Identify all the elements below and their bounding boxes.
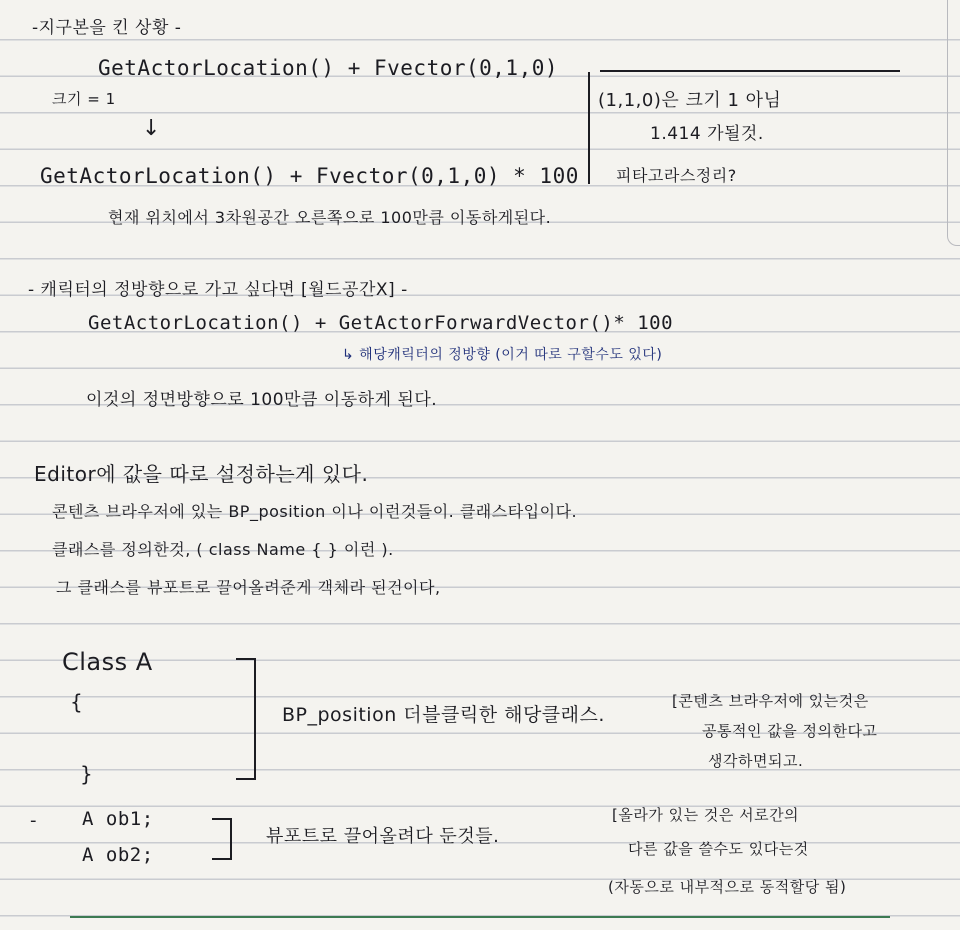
next-page-edge: [947, 0, 960, 246]
class-note-line1: [콘텐츠 브라우저에 있는것은: [672, 692, 869, 710]
section2-annotation: ↳ 해당캐릭터의 정방향 (이거 따로 구할수도 있다): [342, 347, 663, 363]
section1-formula2: GetActorLocation() + Fvector(0,1,0) * 100: [40, 164, 579, 188]
code-close-brace: }: [80, 762, 94, 786]
object-decl-2: A ob2;: [82, 844, 154, 866]
section3-line3: 클래스를 정의한것, ( class Name { } 이런 ).: [52, 540, 394, 559]
object-note-line1: [올라가 있는 것은 서로간의: [612, 806, 800, 824]
class-note-line2: 공통적인 값을 정의한다고: [702, 722, 878, 740]
side-note-line3: 피타고라스정리?: [616, 166, 737, 185]
object-dash: -: [30, 810, 37, 831]
object-note-line3: (자동으로 내부적으로 동적할당 됨): [608, 878, 847, 896]
section2-explanation: 이것의 정면방향으로 100만큼 이동하게 된다.: [86, 390, 438, 410]
down-arrow-icon: ↓: [142, 116, 161, 141]
section3-line4: 그 클래스를 뷰포트로 끌어올려준게 객체라 된건이다,: [56, 578, 441, 597]
section3-line1: Editor에 값을 따로 설정하는게 있다.: [34, 462, 369, 486]
side-note-line2: 1.414 가될것.: [650, 124, 764, 144]
object-decl-1: A ob1;: [82, 808, 154, 830]
bottom-green-rule: [70, 916, 890, 918]
section2-formula: GetActorLocation() + GetActorForwardVector()* 100: [88, 312, 674, 334]
code-open-brace: {: [70, 690, 84, 714]
class-description: BP_position 더블클릭한 해당클래스.: [282, 704, 605, 726]
side-note-top-rule: [600, 70, 900, 72]
section1-explanation: 현재 위치에서 3차원공간 오른쪽으로 100만큼 이동하게된다.: [108, 208, 552, 227]
section1-size-note: 크기 = 1: [52, 90, 116, 108]
section1-formula1: GetActorLocation() + Fvector(0,1,0): [98, 56, 559, 80]
section1-heading: -지구본을 킨 상황 -: [32, 18, 182, 38]
side-note-line1: (1,1,0)은 크기 1 아님: [598, 90, 782, 111]
object-bracket: [212, 818, 232, 860]
side-note-divider: [588, 72, 590, 184]
object-note-line2: 다른 값을 쓸수도 있다는것: [628, 840, 809, 858]
section3-line2: 콘텐츠 브라우저에 있는 BP_position 이나 이런것들이. 클래스타입이다.: [52, 502, 578, 521]
class-bracket: [236, 658, 256, 780]
code-class-decl: Class A: [62, 648, 153, 676]
section2-heading: - 캐릭터의 정방향으로 가고 싶다면 [월드공간X] -: [28, 280, 408, 300]
object-description: 뷰포트로 끌어올려다 둔것들.: [266, 826, 500, 847]
class-note-line3: 생각하면되고.: [708, 752, 804, 770]
